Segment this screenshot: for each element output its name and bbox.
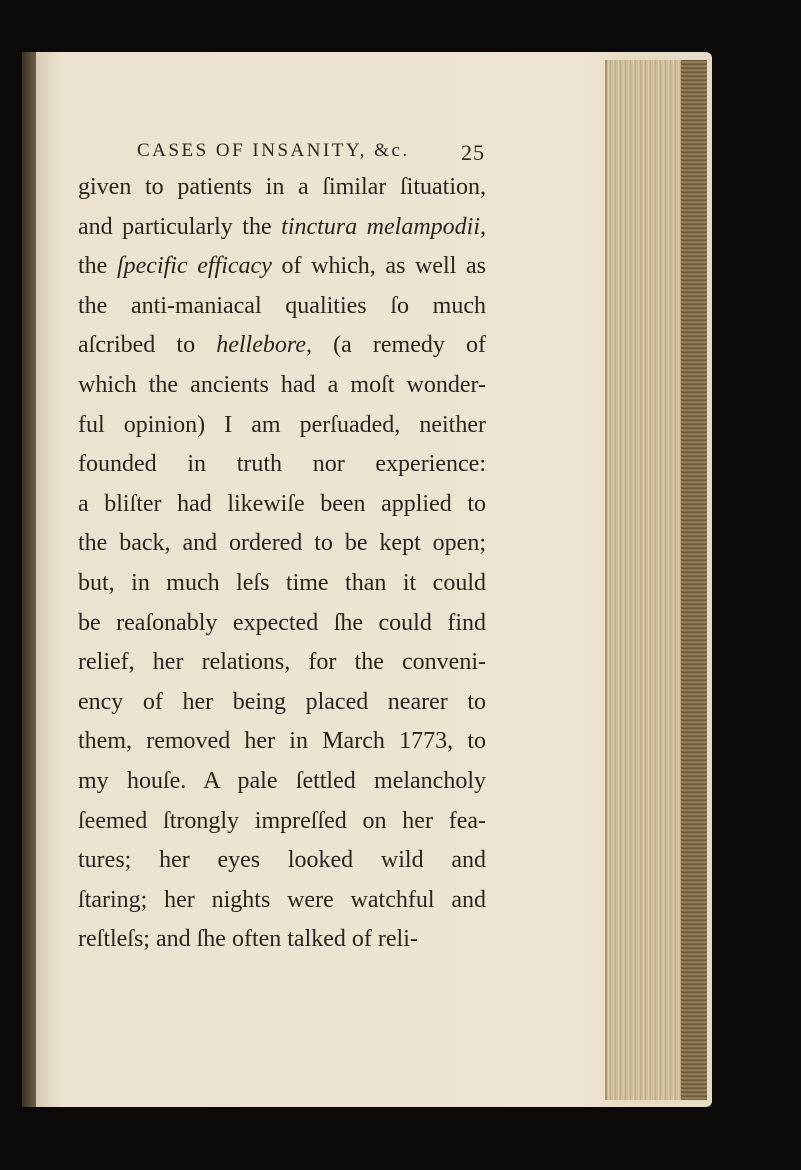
text-line: [78, 326, 486, 366]
text-segment: aſcribed to: [78, 332, 217, 359]
text-line: [78, 643, 486, 683]
text-line: [78, 802, 486, 842]
text-segment: of which, as well as: [271, 253, 487, 280]
text-segment: (a remedy of: [311, 332, 486, 359]
page-fore-edge: [605, 60, 707, 1100]
text-segment: reſtleſs; and ſhe often talked of reli-: [78, 926, 418, 953]
body-text: [78, 168, 486, 960]
text-segment: ſeemed ſtrongly impreſſed on her fea-: [78, 807, 486, 834]
text-segment: founded in truth nor experience:: [78, 451, 486, 478]
text-segment: relief, her relations, for the conveni-: [78, 649, 486, 676]
text-segment: given to patients in a ſimilar ſituation,: [78, 174, 486, 200]
text-segment: the back, and ordered to be kept open;: [78, 530, 486, 557]
text-line: [78, 683, 486, 723]
text-segment: and particularly the: [78, 213, 282, 240]
text-segment: the anti-maniacal qualities ſo much: [78, 292, 486, 319]
text-line: [78, 881, 486, 921]
text-line: [78, 485, 486, 525]
text-segment: ency of her being placed nearer to: [78, 688, 486, 715]
italic-text: ſpecific efficacy: [116, 253, 272, 280]
text-line: [78, 920, 486, 960]
italic-text: hellebore,: [216, 332, 312, 359]
text-line: [78, 445, 486, 485]
text-segment: ſtaring; her nights were watchful and: [78, 886, 486, 913]
text-segment: them, removed her in March 1773, to: [78, 728, 486, 755]
text-line: [78, 841, 486, 881]
text-segment: a bliſter had likewiſe been applied to: [78, 490, 486, 517]
text-line: [78, 564, 486, 604]
text-line: [78, 406, 486, 446]
text-line: [78, 168, 486, 208]
running-header: [137, 140, 485, 166]
text-line: [78, 524, 486, 564]
text-segment: tures; her eyes looked wild and: [78, 847, 486, 874]
text-line: [78, 208, 486, 248]
text-segment: which the ancients had a moſt wonder-: [78, 371, 486, 398]
italic-text: tinctura melampodii,: [281, 213, 486, 240]
text-line: [78, 366, 486, 406]
running-title: CASES OF INSANITY, &c.: [137, 140, 410, 161]
page-gutter: [22, 52, 36, 1107]
text-segment: but, in much leſs time than it could: [78, 569, 486, 596]
text-line: [78, 287, 486, 327]
text-line: [78, 762, 486, 802]
text-line: [78, 722, 486, 762]
text-segment: be reaſonably expected ſhe could find: [78, 609, 486, 636]
text-line: [78, 247, 486, 287]
page-number: 25: [461, 140, 485, 165]
text-segment: my houſe. A pale ſettled melancholy: [78, 767, 486, 794]
text-segment: ful opinion) I am perſuaded, neither: [78, 411, 486, 438]
text-segment: the: [78, 253, 117, 280]
text-line: [78, 604, 486, 644]
